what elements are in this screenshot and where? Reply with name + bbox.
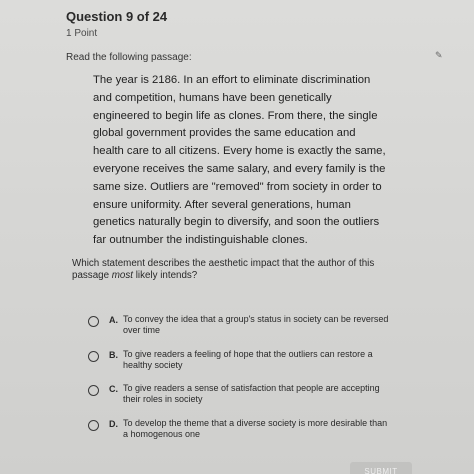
passage-line: engineered to begin life as clones. From there, the single (93, 109, 378, 122)
option-line: To give readers a sense of satisfaction that people are accepting (123, 383, 380, 393)
question-line-1: Which statement describes the aesthetic impact that the author of this (72, 258, 375, 269)
question-line-2 (72, 270, 402, 282)
option-text (123, 418, 423, 440)
passage-instruction: Read the following passage: (66, 52, 192, 63)
option-line: over time (123, 325, 161, 335)
option-line: healthy society (123, 360, 183, 370)
answer-option-c[interactable] (88, 382, 428, 412)
passage-line: far outnumber the indistinguishable clones. (93, 234, 308, 247)
passage-line: ensure uniformity. After several generations, human (93, 198, 351, 211)
answer-option-d[interactable] (88, 417, 428, 447)
question-text-after: likely intends? (133, 269, 198, 281)
pencil-icon: ✎ (435, 50, 443, 60)
radio-button-b[interactable] (88, 351, 99, 362)
option-line: their roles in society (123, 394, 203, 404)
option-letter: C. (109, 384, 118, 394)
radio-button-c[interactable] (88, 385, 99, 396)
question-title: Question 9 of 24 (66, 9, 168, 24)
option-text (123, 314, 423, 336)
question-points: 1 Point (66, 28, 98, 39)
answer-option-a[interactable] (88, 313, 428, 343)
reading-passage (93, 72, 393, 250)
passage-line: global government provides the same education and (93, 127, 356, 140)
radio-button-d[interactable] (88, 420, 99, 431)
passage-line: The year is 2186. In an effort to eliminate discrimination (93, 74, 371, 86)
question-prompt (72, 258, 402, 281)
option-line: To develop the theme that a diverse society is more desirable than (123, 418, 388, 428)
passage-line: health care to all citizens. Every home is exactly the same, (93, 145, 386, 158)
question-text-before: passage (72, 269, 112, 281)
radio-button-a[interactable] (88, 316, 99, 327)
option-line: To convey the idea that a group's status in society can be reversed (123, 314, 389, 324)
answer-option-b[interactable] (88, 348, 428, 378)
option-letter: D. (109, 419, 118, 429)
passage-line: same size. Outliers are "removed" from society in order to (93, 180, 382, 193)
passage-line: everyone receives the same salary, and every family is the (93, 162, 386, 175)
option-letter: B. (109, 350, 118, 360)
option-line: a homogenous one (123, 429, 201, 439)
option-letter: A. (109, 315, 118, 325)
option-text (123, 349, 423, 371)
passage-line: genetics naturally begin to diversify, and soon the outliers (93, 216, 380, 229)
option-line: To give readers a feeling of hope that the outliers can restore a (123, 349, 373, 359)
submit-button[interactable]: SUBMIT (350, 462, 412, 474)
question-emphasis: most (111, 269, 133, 281)
option-text (123, 383, 423, 405)
passage-line: and competition, humans have been genetically (93, 91, 332, 104)
